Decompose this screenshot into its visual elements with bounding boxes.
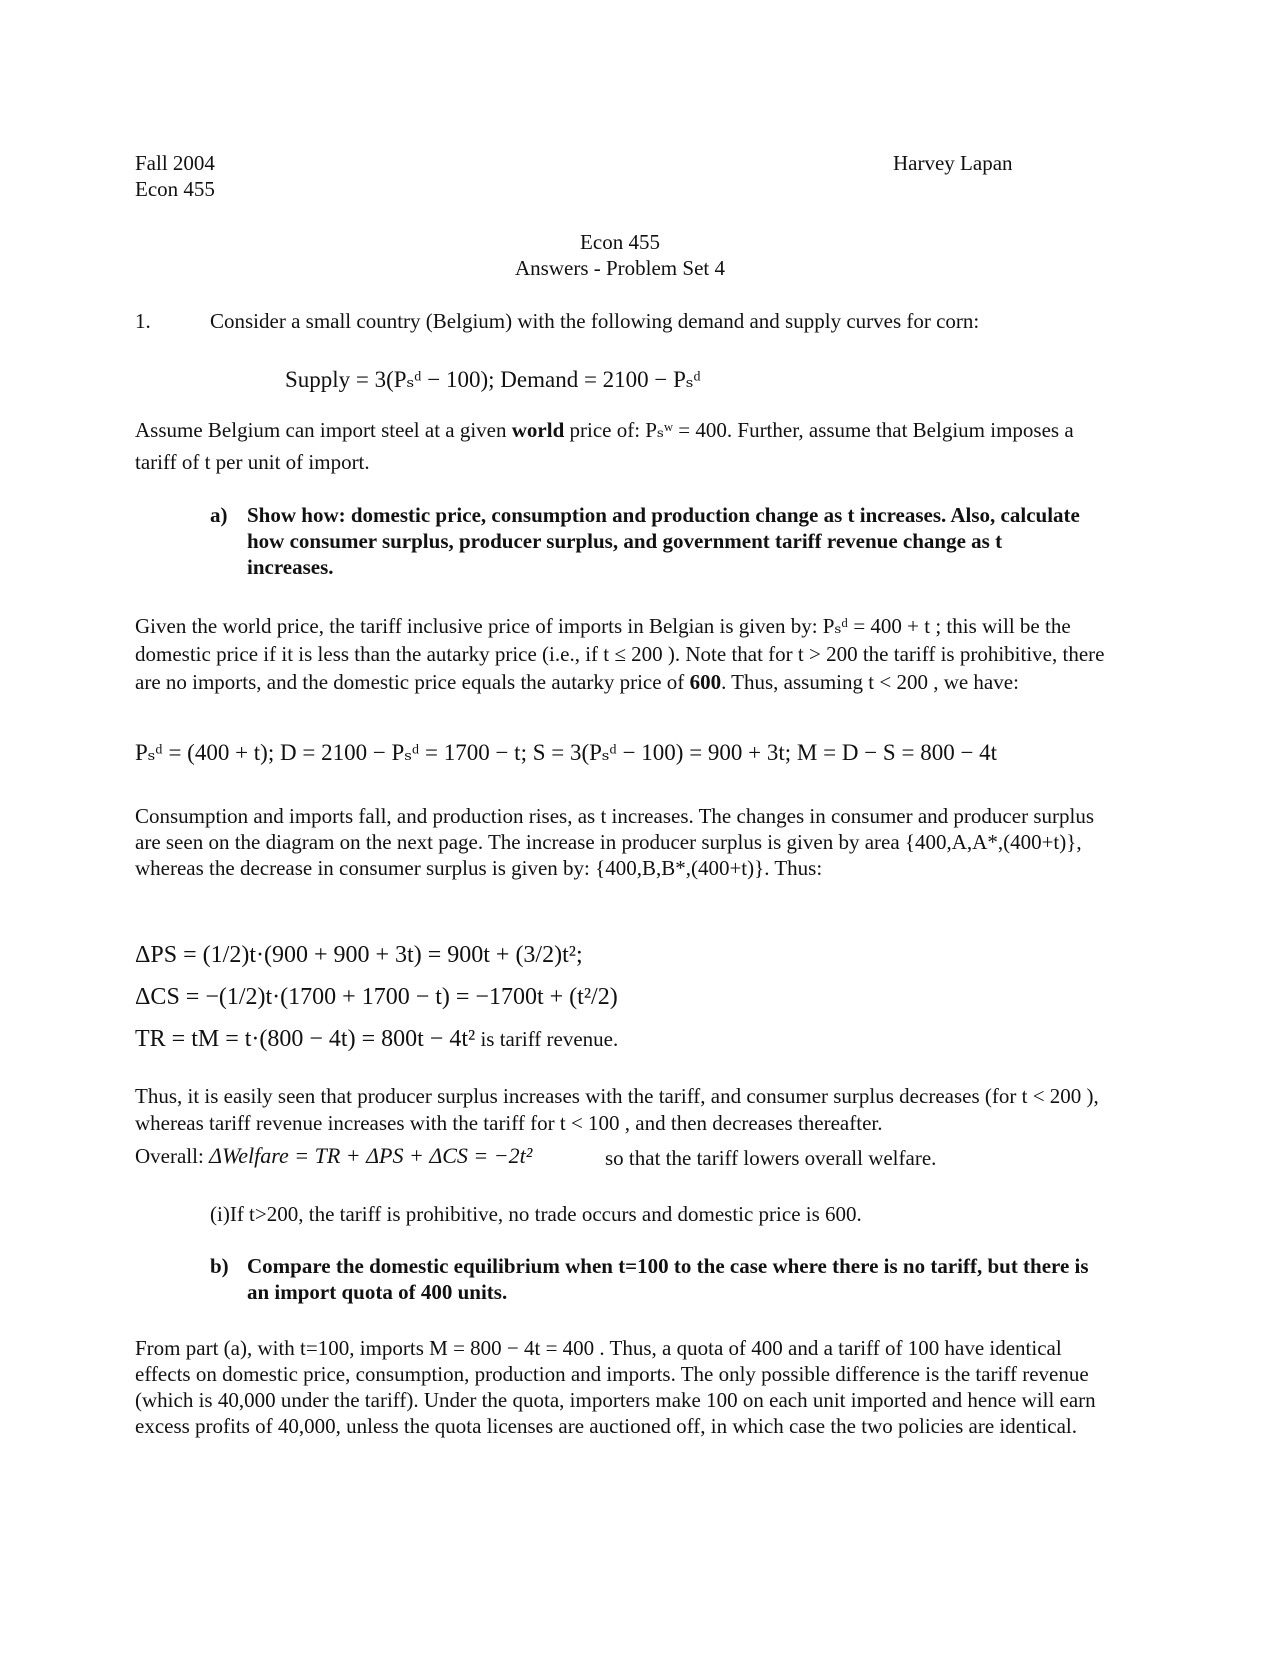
note-prohibitive: (i)If t>200, the tariff is prohibitive, no trade occurs and domestic price is 600. bbox=[210, 1202, 862, 1226]
part-a-p1-bold-600: 600 bbox=[689, 670, 722, 694]
assumption-text-post: price of: Pₛʷ = 400. Further, assume that Belgium imposes a tariff of t per unit of import. bbox=[135, 418, 1074, 474]
part-a-label: a) bbox=[210, 503, 228, 527]
tariff-revenue-note: is tariff revenue. bbox=[475, 1027, 619, 1051]
delta-cs-equation: ΔCS = −(1/2)t·(1700 + 1700 − t) = −1700t + (t²/2) bbox=[135, 984, 618, 1010]
part-b-label: b) bbox=[210, 1254, 229, 1278]
assumption-text-pre: Assume Belgium can import steel at a given bbox=[135, 418, 512, 442]
tariff-revenue-equation: TR = tM = t·(800 − 4t) = 800t − 4t² bbox=[135, 1026, 476, 1052]
supply-demand-equation: Supply = 3(Pₛᵈ − 100); Demand = 2100 − Pₛᵈ bbox=[285, 367, 701, 392]
overall-label: Overall: bbox=[135, 1144, 210, 1168]
header-author: Harvey Lapan bbox=[893, 151, 1013, 175]
part-a-p1-text-a: Given the world price, the tariff inclusive price of imports in Belgian is given by: Pₛᵈ = 400 + t ; this will be the domestic price if it is less than the autarky price (i.e., if t ≤ 200 ). Note that for t > 200 the tariff is prohibitive, there are no imports, and the domestic price equals the autarky price of bbox=[135, 614, 1105, 694]
part-a-p1-text-b: . Thus, assuming t < 200 , we have: bbox=[721, 670, 1019, 694]
delta-ps-equation: ΔPS = (1/2)t·(900 + 900 + 3t) = 900t + (3/2)t²; bbox=[135, 942, 583, 968]
overall-welfare-equation: ΔWelfare = TR + ΔPS + ΔCS = −2t² bbox=[209, 1143, 533, 1168]
assumption-paragraph bbox=[135, 414, 1105, 478]
problem-number: 1. bbox=[135, 309, 151, 333]
header-term: Fall 2004 bbox=[135, 151, 215, 175]
equations-line: Pₛᵈ = (400 + t); D = 2100 − Pₛᵈ = 1700 − t; S = 3(Pₛᵈ − 100) = 900 + 3t; M = D − S = 800 − 4t bbox=[135, 740, 998, 765]
assumption-bold-world: world bbox=[511, 418, 565, 442]
part-b-question: Compare the domestic equilibrium when t=100 to the case where there is no tariff, but there is an import quota of 400 units. bbox=[247, 1254, 1089, 1304]
part-a-paragraph-1 bbox=[135, 612, 1110, 696]
part-a-question: Show how: domestic price, consumption and production change as t increases. Also, calculate how consumer surplus, producer surplus, and government tariff revenue change as t increases. bbox=[247, 503, 1080, 579]
part-a-paragraph-3: Thus, it is easily seen that producer surplus increases with the tariff, and consumer surplus decreases (for t < 200 ), whereas tariff revenue increases with the tariff for t < 100 , and then decreases thereafter. bbox=[135, 1084, 1099, 1135]
part-b-answer: From part (a), with t=100, imports M = 800 − 4t = 400 . Thus, a quota of 400 and a tariff of 100 have identical effects on domestic price, consumption, production and imports. The only possible difference is the tariff revenue (which is 40,000 under the tariff). Under the quota, importers make 100 on each unit imported and hence will earn excess profits of 40,000, unless the quota licenses are auctioned off, in which case the two policies are identical. bbox=[135, 1336, 1096, 1438]
title-line-2: Answers - Problem Set 4 bbox=[515, 256, 725, 280]
part-a-paragraph-2: Consumption and imports fall, and production rises, as t increases. The changes in consumer and producer surplus are seen on the diagram on the next page. The increase in producer surplus is given by area {400,A,A*,(400+t)}, whereas the decrease in consumer surplus is given by: {400,B,B*,(400+t)}. Thus: bbox=[135, 804, 1094, 880]
problem-prompt: Consider a small country (Belgium) with the following demand and supply curves for corn: bbox=[210, 309, 980, 333]
overall-note: so that the tariff lowers overall welfare. bbox=[605, 1146, 937, 1170]
header-course: Econ 455 bbox=[135, 177, 215, 201]
overall-line bbox=[135, 1143, 532, 1169]
tariff-revenue-line bbox=[135, 1024, 618, 1054]
title-line-1: Econ 455 bbox=[580, 230, 660, 254]
